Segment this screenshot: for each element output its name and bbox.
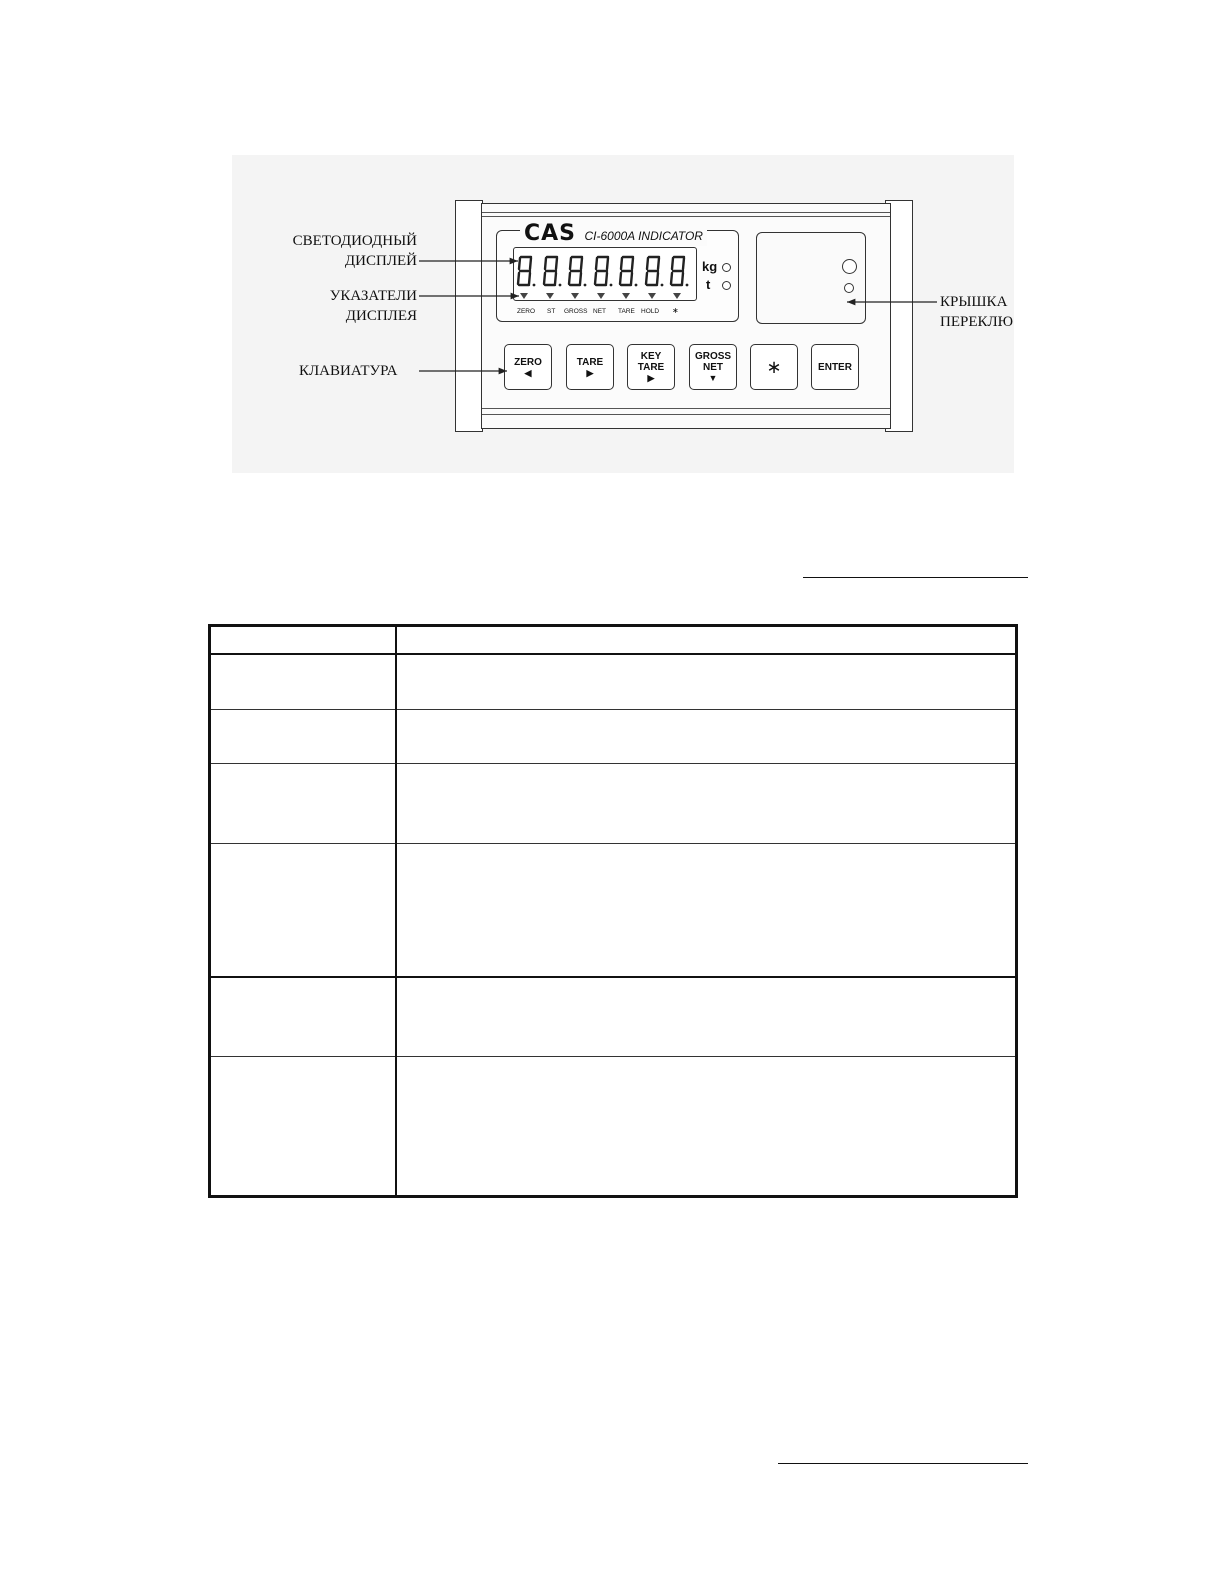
callout-arrows	[232, 155, 1014, 473]
table-cell	[396, 654, 1017, 710]
gross-net-label-1: GROSS	[694, 351, 732, 362]
table-row	[210, 654, 1017, 710]
key-tare-label-1: KEY	[640, 351, 662, 362]
table-cell	[396, 1057, 1017, 1197]
callout-cover-line1: КРЫШКА	[940, 294, 1008, 310]
unit-kg-label: kg	[702, 259, 718, 274]
down-arrow-icon: ▼	[708, 373, 718, 383]
callout-indicators-line1: УКАЗАТЕЛИ	[329, 288, 417, 304]
indicator-label-tare: TARE	[618, 308, 635, 315]
callout-indicators-line2: ДИСПЛЕЯ	[345, 308, 417, 324]
right-arrow-icon: ▶	[647, 373, 655, 383]
table-row	[210, 710, 1017, 764]
gross-net-label-2: NET	[703, 362, 723, 373]
footer-rule	[778, 1463, 1028, 1464]
table-row	[210, 977, 1017, 1057]
star-key-label: ∗	[766, 356, 782, 377]
tare-key-label: TARE	[576, 356, 604, 368]
indicator-label-star: ∗	[672, 306, 679, 315]
table-cell	[210, 844, 397, 977]
table-cell	[210, 710, 397, 764]
unit-t-label: t	[706, 277, 711, 292]
right-arrow-icon: ▶	[586, 367, 594, 378]
table-cell	[210, 977, 397, 1057]
table-row	[210, 1057, 1017, 1197]
table-row	[210, 764, 1017, 844]
table-cell	[210, 1057, 397, 1197]
indicator-label-st: ST	[547, 308, 556, 315]
brand-logo: CAS	[524, 221, 577, 246]
callout-led-display-line1: СВЕТОДИОДНЫЙ	[292, 233, 417, 249]
table-row	[210, 844, 1017, 977]
left-arrow-icon: ◀	[524, 367, 532, 378]
indicator-label-hold: HOLD	[641, 308, 660, 315]
key-tare-label-2: TARE	[637, 362, 665, 373]
table-cell	[396, 710, 1017, 764]
table-cell	[210, 654, 397, 710]
callout-keypad: КЛАВИАТУРА	[299, 363, 398, 379]
indicator-label-net: NET	[593, 308, 606, 315]
table-cell	[396, 764, 1017, 844]
table-row	[210, 626, 1017, 654]
callout-cover-line2: ПЕРЕКЛЮ	[940, 314, 1014, 330]
model-name: CI-6000A INDICATOR	[584, 229, 703, 243]
callout-led-display-line2: ДИСПЛЕЙ	[344, 253, 417, 269]
indicator-label-gross: GROSS	[564, 308, 588, 315]
table-cell	[396, 626, 1017, 654]
spec-table	[208, 624, 1018, 1198]
indicator-figure	[232, 155, 1014, 473]
table-cell	[396, 844, 1017, 977]
table-cell	[396, 977, 1017, 1057]
table-cell	[210, 764, 397, 844]
zero-key-label: ZERO	[514, 356, 542, 368]
enter-key-label: ENTER	[818, 361, 852, 373]
table-cell	[210, 626, 397, 654]
header-rule	[803, 577, 1028, 578]
indicator-label-zero: ZERO	[517, 308, 536, 315]
